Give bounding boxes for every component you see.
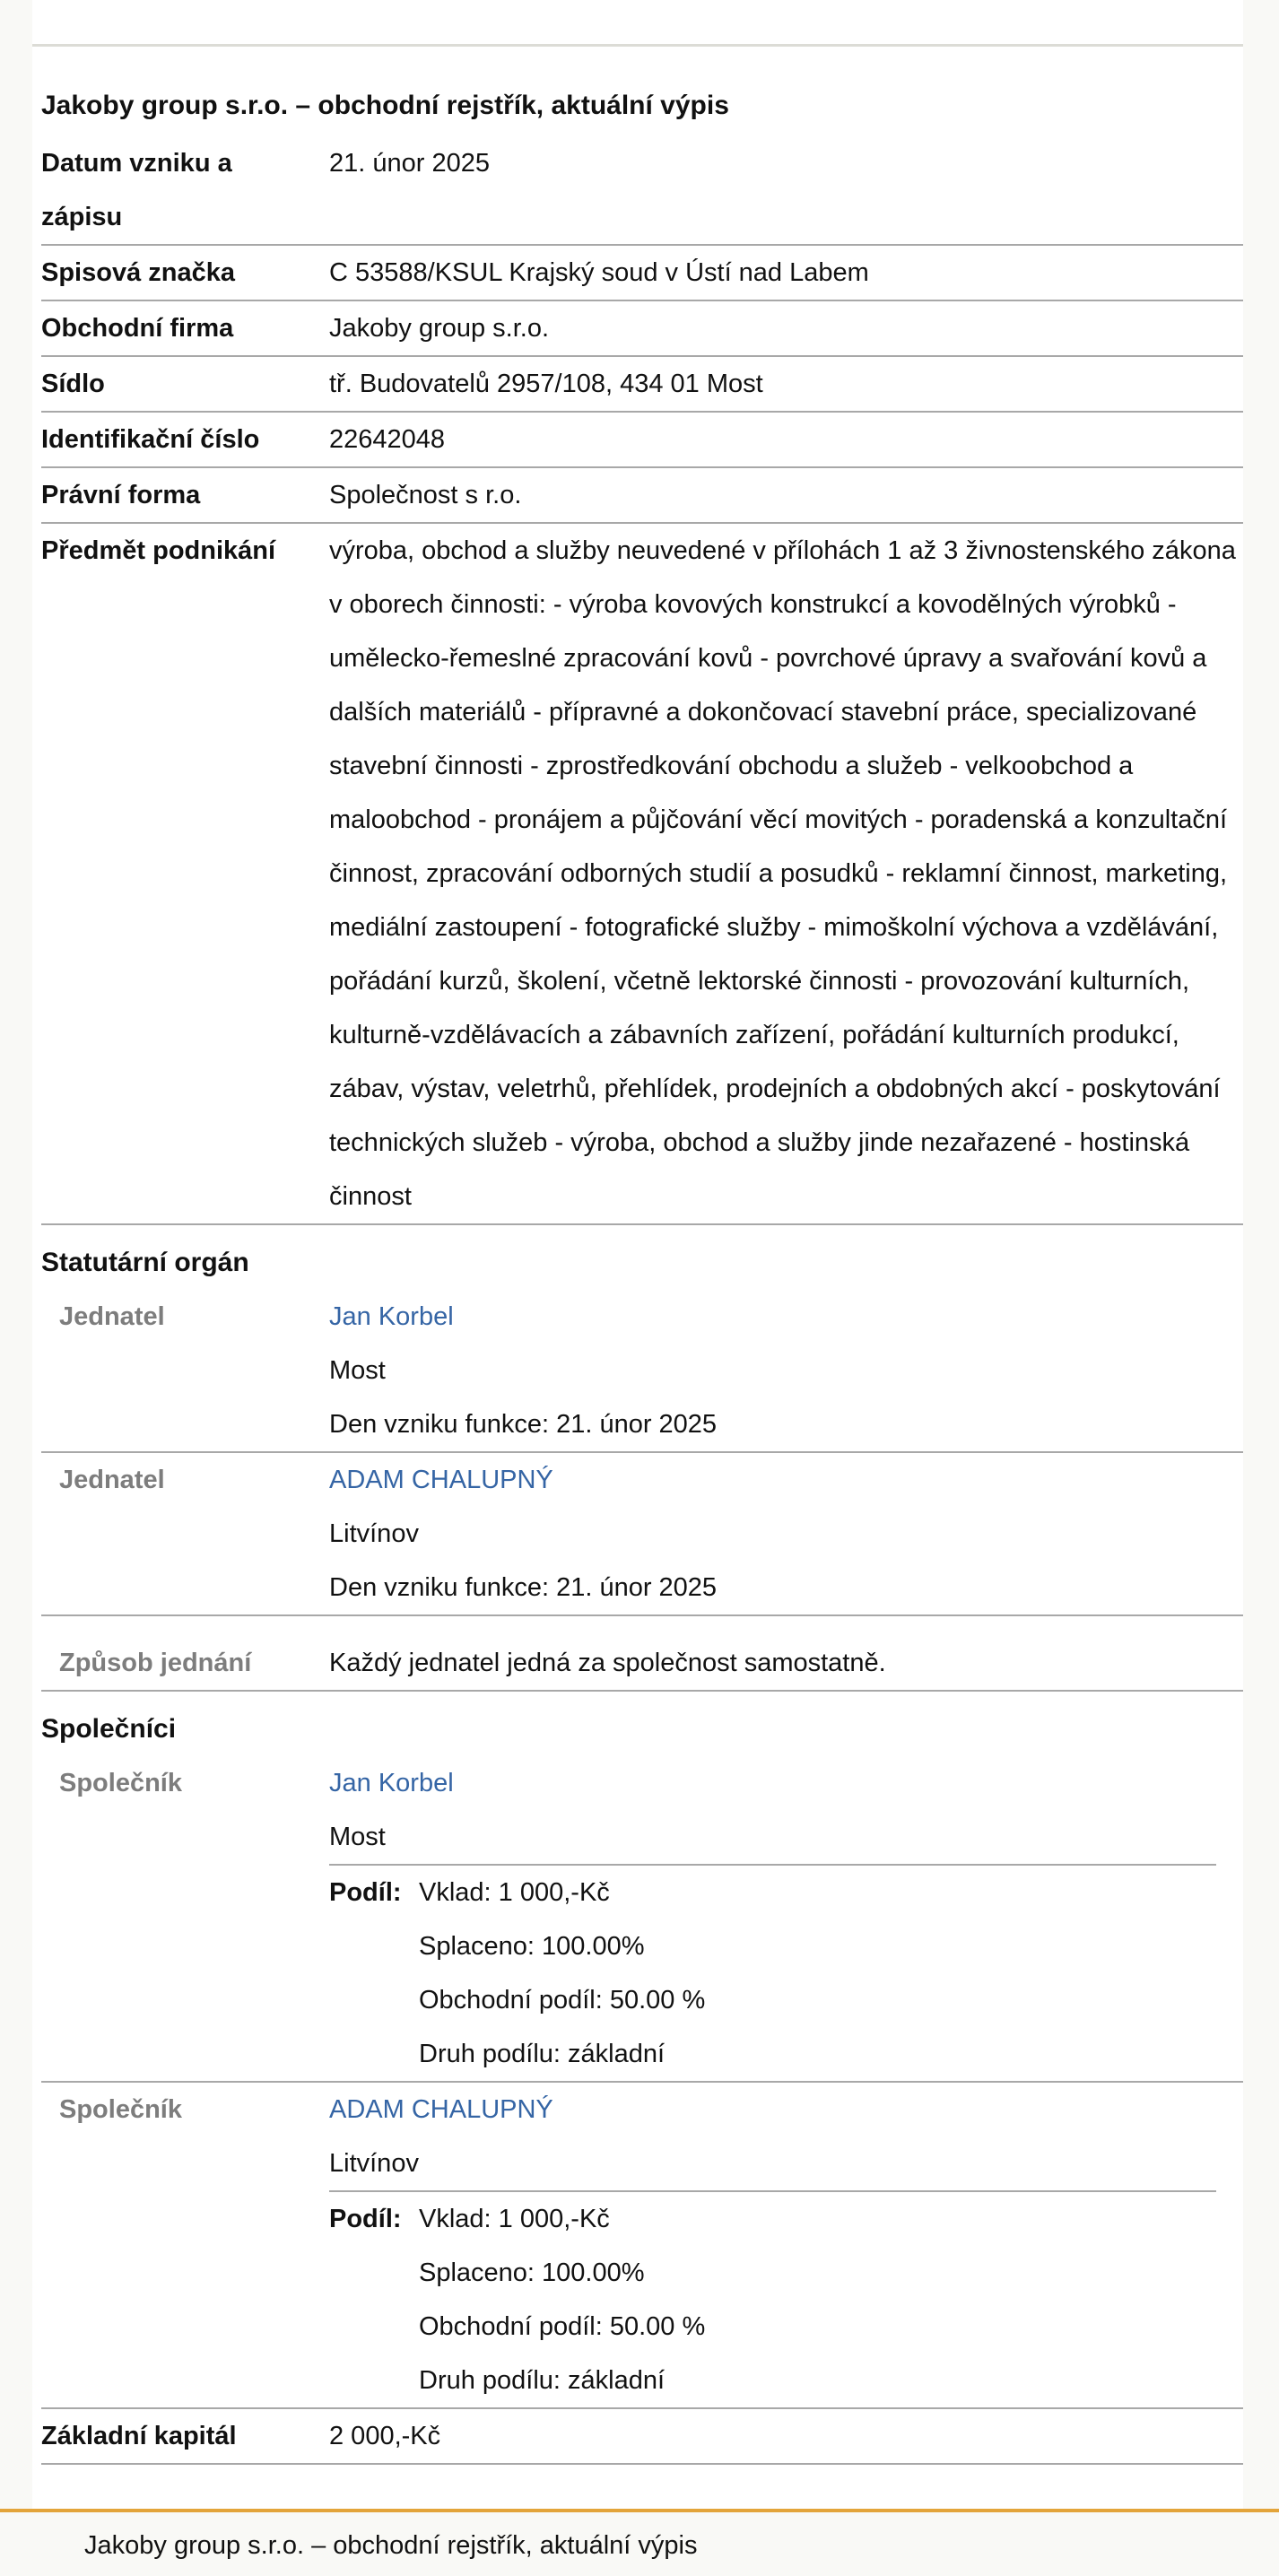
- share-splaceno: Splaceno: 100.00%: [419, 1932, 645, 1961]
- share-druh: Druh podílu: základní: [419, 2366, 666, 2395]
- label-spisova-znacka: Spisová značka: [41, 258, 235, 287]
- statutarni-member: [41, 1290, 1243, 1453]
- register-extract: [41, 136, 1243, 2465]
- spolecnik-member: [41, 2083, 1243, 2409]
- share-druh: Druh podílu: základní: [419, 2040, 666, 2068]
- value-ico: 22642048: [329, 425, 446, 454]
- share-obchodni-podil: Obchodní podíl: 50.00 %: [419, 2312, 706, 2341]
- footer-divider: [0, 2509, 1279, 2512]
- spolecnik-member: [41, 1756, 1243, 2083]
- row-ico: [41, 413, 1243, 468]
- label-pravni-forma: Právní forma: [41, 481, 201, 509]
- label-predmet-podnikani: Předmět podnikání: [41, 536, 276, 565]
- footer-text: Jakoby group s.r.o. – obchodní rejstřík, aktuální výpis: [84, 2531, 698, 2560]
- document-page: [32, 0, 1243, 2511]
- page-title: Jakoby group s.r.o. – obchodní rejstřík, aktuální výpis: [41, 91, 729, 120]
- label-zpusob-jednani: Způsob jednání: [59, 1649, 252, 1677]
- function-since: Den vzniku funkce: 21. únor 2025: [329, 1573, 718, 1602]
- heading-spolecnici: Společníci: [41, 1714, 177, 1744]
- person-link[interactable]: ADAM CHALUPNÝ: [329, 2095, 553, 2124]
- value-zpusob-jednani: Každý jednatel jedná za společnost samostatně.: [329, 1649, 886, 1677]
- share-block: [329, 2190, 1216, 2407]
- label-zakladni-kapital: Základní kapitál: [41, 2422, 237, 2450]
- row-pravni-forma: [41, 468, 1243, 524]
- row-zpusob-jednani: [41, 1616, 1243, 1692]
- share-obchodni-podil: Obchodní podíl: 50.00 %: [419, 1986, 706, 2015]
- person-city: Most: [329, 1356, 386, 1385]
- label-datum-vzniku: Datum vzniku a zápisu: [41, 149, 232, 231]
- row-obchodni-firma: [41, 301, 1243, 357]
- value-obchodni-firma: Jakoby group s.r.o.: [329, 314, 550, 343]
- value-datum-vzniku: 21. únor 2025: [329, 149, 490, 178]
- person-link[interactable]: Jan Korbel: [329, 1769, 454, 1797]
- label-role: Jednatel: [59, 1466, 165, 1494]
- label-podil: Podíl:: [329, 2205, 402, 2233]
- function-since: Den vzniku funkce: 21. únor 2025: [329, 1410, 718, 1439]
- share-block: [329, 1864, 1216, 2081]
- value-sidlo: tř. Budovatelů 2957/108, 434 01 Most: [329, 370, 763, 398]
- label-role: Jednatel: [59, 1302, 165, 1331]
- person-city: Most: [329, 1823, 386, 1851]
- person-link[interactable]: Jan Korbel: [329, 1302, 454, 1331]
- person-city: Litvínov: [329, 1519, 419, 1548]
- value-spisova-znacka: C 53588/KSUL Krajský soud v Ústí nad Labem: [329, 258, 869, 287]
- value-zakladni-kapital: 2 000,-Kč: [329, 2422, 441, 2450]
- label-ico: Identifikační číslo: [41, 425, 260, 454]
- label-sidlo: Sídlo: [41, 370, 105, 398]
- share-vklad: Vklad: 1 000,-Kč: [419, 1878, 610, 1907]
- share-splaceno: Splaceno: 100.00%: [419, 2258, 645, 2287]
- label-obchodni-firma: Obchodní firma: [41, 314, 234, 343]
- person-link[interactable]: ADAM CHALUPNÝ: [329, 1466, 553, 1494]
- top-divider: [32, 44, 1243, 47]
- row-datum-vzniku: [41, 136, 1243, 246]
- value-predmet-podnikani: výroba, obchod a služby neuvedené v přílohách 1 až 3 živnostenského zákona v oborech činnosti: - výroba kovových konstrukcí a kovodělných výrobků - umělecko-řemeslné zpracování kovů - povrchové úpravy a svařování kovů a dalších materiálů - přípravné a dokončovací stavební práce, specializované stavební činnosti - zprostředkování obchodu a služeb - velkoobchod a maloobchod - pronájem a půjčování věcí movitých - poradenská a konzultační činnost, zpracování odborných studií a posudků - reklamní činnost, marketing, mediální zastoupení - fotografické služby - mimoškolní výchova a vzdělávání, pořádání kurzů, školení, včetně lektorské činnosti - provozování kulturních, kulturně-vzdělávacích a zábavních zařízení, pořádání kulturních produkcí, zábav, výstav, veletrhů, přehlídek, prodejních a obdobných akcí - poskytování technických služeb - výroba, obchod a služby jinde nezařazené - hostinská činnost: [329, 536, 1236, 1211]
- row-predmet-podnikani: [41, 524, 1243, 1225]
- row-zakladni-kapital: [41, 2409, 1243, 2465]
- row-sidlo: [41, 357, 1243, 413]
- person-city: Litvínov: [329, 2149, 419, 2178]
- label-role: Společník: [59, 2095, 182, 2124]
- row-spisova-znacka: [41, 246, 1243, 301]
- label-podil: Podíl:: [329, 1878, 402, 1907]
- label-role: Společník: [59, 1769, 182, 1797]
- share-vklad: Vklad: 1 000,-Kč: [419, 2205, 610, 2233]
- heading-statutarni-organ: Statutární orgán: [41, 1248, 249, 1277]
- statutarni-member: [41, 1453, 1243, 1616]
- value-pravni-forma: Společnost s r.o.: [329, 481, 522, 509]
